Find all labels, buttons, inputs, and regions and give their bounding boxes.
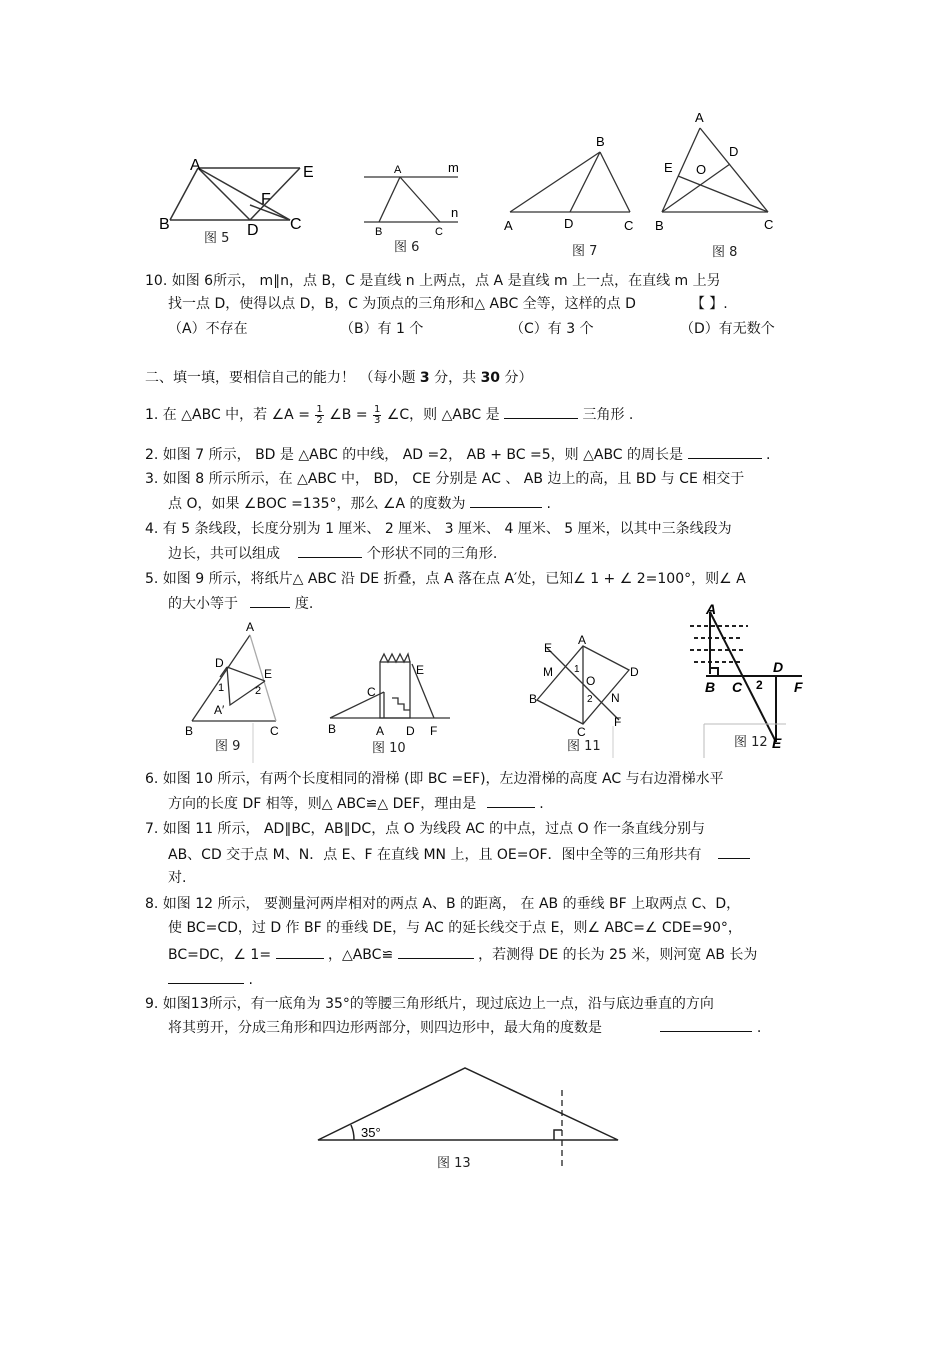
figure-9 <box>180 615 290 760</box>
fig11-label-O: O <box>586 674 596 688</box>
fig5-label-F: F <box>261 191 271 208</box>
fill-q9-answer-blank[interactable] <box>660 1017 752 1032</box>
fig9-label-D: D <box>215 656 224 670</box>
fig11-label-C: C <box>577 725 586 739</box>
fill-q1-frac2-num: 1 <box>374 403 381 415</box>
fill-q1-start: 1. 在 △ABC 中，若 ∠A = <box>145 407 310 423</box>
fig11-label-F: F <box>614 715 622 729</box>
fill-q8-line-2: 使 BC=CD，过 D 作 BF 的垂线 DE，与 AC 的延长线交于点 E，则∠ ABC=∠ CDE=90°， <box>168 920 742 936</box>
fill-q7-answer-blank[interactable] <box>718 844 750 859</box>
fig5-label-D: D <box>247 222 259 239</box>
fill-q9-line-2 <box>168 1017 761 1038</box>
fill-q8-line-4 <box>168 969 253 990</box>
fig5-label-B: B <box>159 216 170 233</box>
fig6-label-m: m <box>448 160 459 175</box>
fig7-caption: 图 7 <box>572 244 598 259</box>
fig12-label-D: D <box>773 659 784 675</box>
fill-q5-line-2 <box>168 593 313 614</box>
fill-q8-line-3-b: ，△ABC≌ <box>327 947 394 963</box>
fig8-caption: 图 8 <box>712 245 738 260</box>
fig10-label-F: F <box>430 724 438 738</box>
fig9-label-A-prime: A′ <box>214 703 225 717</box>
section-2-title-end: 分） <box>500 370 533 386</box>
fig9-label-A: A <box>246 620 255 634</box>
fig10-label-C: C <box>367 685 376 699</box>
fig9-label-B: B <box>185 724 194 738</box>
fill-q8-answer-blank-3[interactable] <box>168 969 244 984</box>
fig12-label-A: A <box>706 601 717 617</box>
section-2-title-start: 二、填一填，要相信自己的能力！ （每小题 <box>145 370 420 386</box>
fill-q8-answer-blank-1[interactable] <box>276 944 324 959</box>
fill-q3-end: . <box>546 496 551 512</box>
fig12-label-2: 2 <box>756 678 763 692</box>
fig5-label-A: A <box>190 157 201 174</box>
fill-q6-line-1: 6. 如图 10 所示，有两个长度相同的滑梯 (即 BC =EF)，左边滑梯的高度 AC 与右边滑梯水平 <box>145 771 724 787</box>
fig9-caption: 图 9 <box>215 739 241 754</box>
fill-q1-frac1-num: 1 <box>316 403 323 415</box>
fill-q1-fraction-1 <box>315 405 323 426</box>
fig12-label-C: C <box>732 679 743 695</box>
fill-q1-frac1-den: 2 <box>316 414 323 426</box>
fill-q4-answer-blank[interactable] <box>298 543 362 558</box>
fill-q7-line-2 <box>168 844 750 865</box>
fill-q7-line-2-start: AB、CD 交于点 M、N．点 E、F 在直线 MN 上，且 OE=OF．图中全等的三角形共有 <box>168 847 702 863</box>
fill-q2-answer-blank[interactable] <box>688 444 762 459</box>
figure-10 <box>322 650 452 760</box>
q10-line-1: 10. 如图 6所示， m∥n，点 B，C 是直线 n 上两点，点 A 是直线 m 上一点，在直线 m 上另 <box>145 273 721 289</box>
fig11-label-2: 2 <box>587 694 593 705</box>
section-2-points-each: 3 <box>419 370 430 386</box>
fill-q9-line-2-text: 将其剪开，分成三角形和四边形两部分，则四边形中，最大角的度数是 <box>168 1020 602 1036</box>
figure-7 <box>500 130 645 260</box>
fig8-label-A: A <box>695 110 704 125</box>
fig5-label-E: E <box>303 164 314 181</box>
fig11-label-M: M <box>543 665 553 679</box>
fig10-label-A: A <box>376 724 385 738</box>
fill-q8-line-3-a: BC=DC，∠ 1= <box>168 947 272 963</box>
fill-q3-line-2 <box>168 493 551 514</box>
fig11-label-B: B <box>529 692 538 706</box>
figure-5 <box>150 150 330 250</box>
fig12-label-F: F <box>794 679 803 695</box>
figure-13 <box>310 1060 630 1175</box>
fill-q9-line-1: 9. 如图13所示，有一底角为 35°的等腰三角形纸片，现过底边上一点，沿与底边垂直的方向 <box>145 996 714 1012</box>
fig13-caption: 图 13 <box>437 1156 471 1171</box>
fig12-caption: 图 12 <box>734 735 768 750</box>
fig7-label-D: D <box>564 216 574 231</box>
section-2-points-total: 30 <box>480 370 501 386</box>
fig9-label-2: 2 <box>255 685 262 697</box>
fig7-label-A: A <box>504 218 513 233</box>
fig11-caption: 图 11 <box>567 739 601 754</box>
fig7-label-B: B <box>596 134 605 149</box>
fig6-label-A: A <box>394 164 402 176</box>
fig11-label-N: N <box>611 691 620 705</box>
fig6-label-n: n <box>451 205 459 220</box>
fill-q1 <box>145 404 633 426</box>
fig6-label-C: C <box>435 226 443 238</box>
fill-q1-end1: ∠C，则 △ABC 是 <box>386 407 500 423</box>
fig11-label-D: D <box>630 665 639 679</box>
q10-option-d: （D）有无数个 <box>680 321 775 337</box>
fig11-label-E: E <box>544 641 553 655</box>
fill-q1-mid: ∠B = <box>329 407 368 423</box>
fill-q6-line-2-start: 方向的长度 DF 相等，则△ ABC≌△ DEF，理由是 <box>168 796 477 812</box>
fill-q3-line-1: 3. 如图 8 所示所示，在 △ABC 中， BD， CE 分别是 AC 、 AB 边上的高，且 BD 与 CE 相交于 <box>145 471 745 487</box>
fill-q2-text: 2. 如图 7 所示， BD 是 △ABC 的中线， AD =2， AB + BC =5，则 △ABC 的周长是 <box>145 447 684 463</box>
fill-q9-end: . <box>756 1020 762 1036</box>
q10-option-c: （C）有 3 个 <box>510 321 594 337</box>
fill-q8-end: . <box>248 972 253 988</box>
fig11-label-A: A <box>578 633 587 647</box>
q10-option-b: （B）有 1 个 <box>340 321 424 337</box>
fig8-label-B: B <box>655 218 664 233</box>
fill-q4-line-2 <box>168 543 497 564</box>
fill-q5-line-1: 5. 如图 9 所示，将纸片△ ABC 沿 DE 折叠，点 A 落在点 A′处，已知∠ 1 + ∠ 2=100°，则∠ A <box>145 571 746 587</box>
fig8-label-C: C <box>764 217 774 232</box>
fig12-label-E: E <box>772 735 782 751</box>
fig7-label-C: C <box>624 218 634 233</box>
fig11-label-1: 1 <box>574 664 580 675</box>
fill-q5-line-2-end: 度. <box>294 596 314 612</box>
fig6-caption: 图 6 <box>394 240 420 255</box>
fig6-label-B: B <box>375 226 383 238</box>
fill-q7-line-3: 对. <box>168 870 187 886</box>
fill-q1-fraction-2 <box>373 405 381 426</box>
fig5-caption: 图 5 <box>204 231 230 246</box>
fill-q8-line-1: 8. 如图 12 所示， 要测量河两岸相对的两点 A、B 的距离， 在 AB 的垂线 BF 上取两点 C、D， <box>145 896 741 912</box>
fill-q6-end: . <box>539 796 544 812</box>
fig9-label-C: C <box>270 724 279 738</box>
fill-q5-line-2-start: 的大小等于 <box>168 596 238 612</box>
fill-q6-line-2 <box>168 793 544 814</box>
fig13-angle-label: 35° <box>361 1125 381 1140</box>
fill-q2 <box>145 444 770 465</box>
fig8-label-O: O <box>696 162 707 177</box>
fill-q5-answer-blank[interactable] <box>250 593 290 608</box>
fig12-label-B: B <box>705 679 716 695</box>
fill-q2-end: . <box>765 447 771 463</box>
fig10-label-E: E <box>416 663 425 677</box>
fig8-label-E: E <box>664 160 673 175</box>
fill-q8-line-3-c: ，若测得 DE 的长为 25 米，则河宽 AB 长为 <box>478 947 758 963</box>
section-2-title <box>145 368 533 388</box>
q10-line-2 <box>168 294 728 314</box>
fill-q4-line-2-end: 个形状不同的三角形. <box>366 546 498 562</box>
fig8-label-D: D <box>729 144 739 159</box>
fill-q8-line-3 <box>168 944 757 965</box>
fig5-label-C: C <box>290 216 302 233</box>
fill-q1-end2: 三角形 . <box>582 407 634 423</box>
fill-q7-line-1: 7. 如图 11 所示， AD∥BC，AB∥DC，点 O 为线段 AC 的中点，过点 O 作一条直线分别与 <box>145 821 706 837</box>
fig10-label-B: B <box>328 722 337 736</box>
fig10-label-D: D <box>406 724 415 738</box>
fill-q3-answer-blank[interactable] <box>470 493 542 508</box>
fill-q8-answer-blank-2[interactable] <box>398 944 474 959</box>
figure-6 <box>362 155 472 255</box>
figure-11 <box>525 628 655 763</box>
q10-answer-bracket: 【 】. <box>690 296 728 312</box>
section-2-title-mid: 分，共 <box>429 370 481 386</box>
fill-q4-line-1: 4. 有 5 条线段，长度分别为 1 厘米、 2 厘米、 3 厘米、 4 厘米、 5 厘米，以其中三条线段为 <box>145 521 732 537</box>
figure-8 <box>650 108 780 263</box>
fill-q6-answer-blank[interactable] <box>487 793 535 808</box>
fill-q1-frac2-den: 3 <box>374 414 381 426</box>
fill-q3-line-2-text: 点 O，如果 ∠BOC =135°，那么 ∠A 的度数为 <box>168 496 466 512</box>
fig10-caption: 图 10 <box>372 741 406 756</box>
fill-q1-answer-blank[interactable] <box>504 404 578 419</box>
q10-option-a: （A）不存在 <box>168 321 248 337</box>
fig9-label-E: E <box>264 667 273 681</box>
fig9-label-1: 1 <box>218 682 225 694</box>
figure-12 <box>686 600 816 758</box>
fill-q4-line-2-start: 边长，共可以组成 <box>168 546 280 562</box>
q10-line-2-text: 找一点 D，使得以点 D，B，C 为顶点的三角形和△ ABC 全等，这样的点 D <box>168 296 636 312</box>
